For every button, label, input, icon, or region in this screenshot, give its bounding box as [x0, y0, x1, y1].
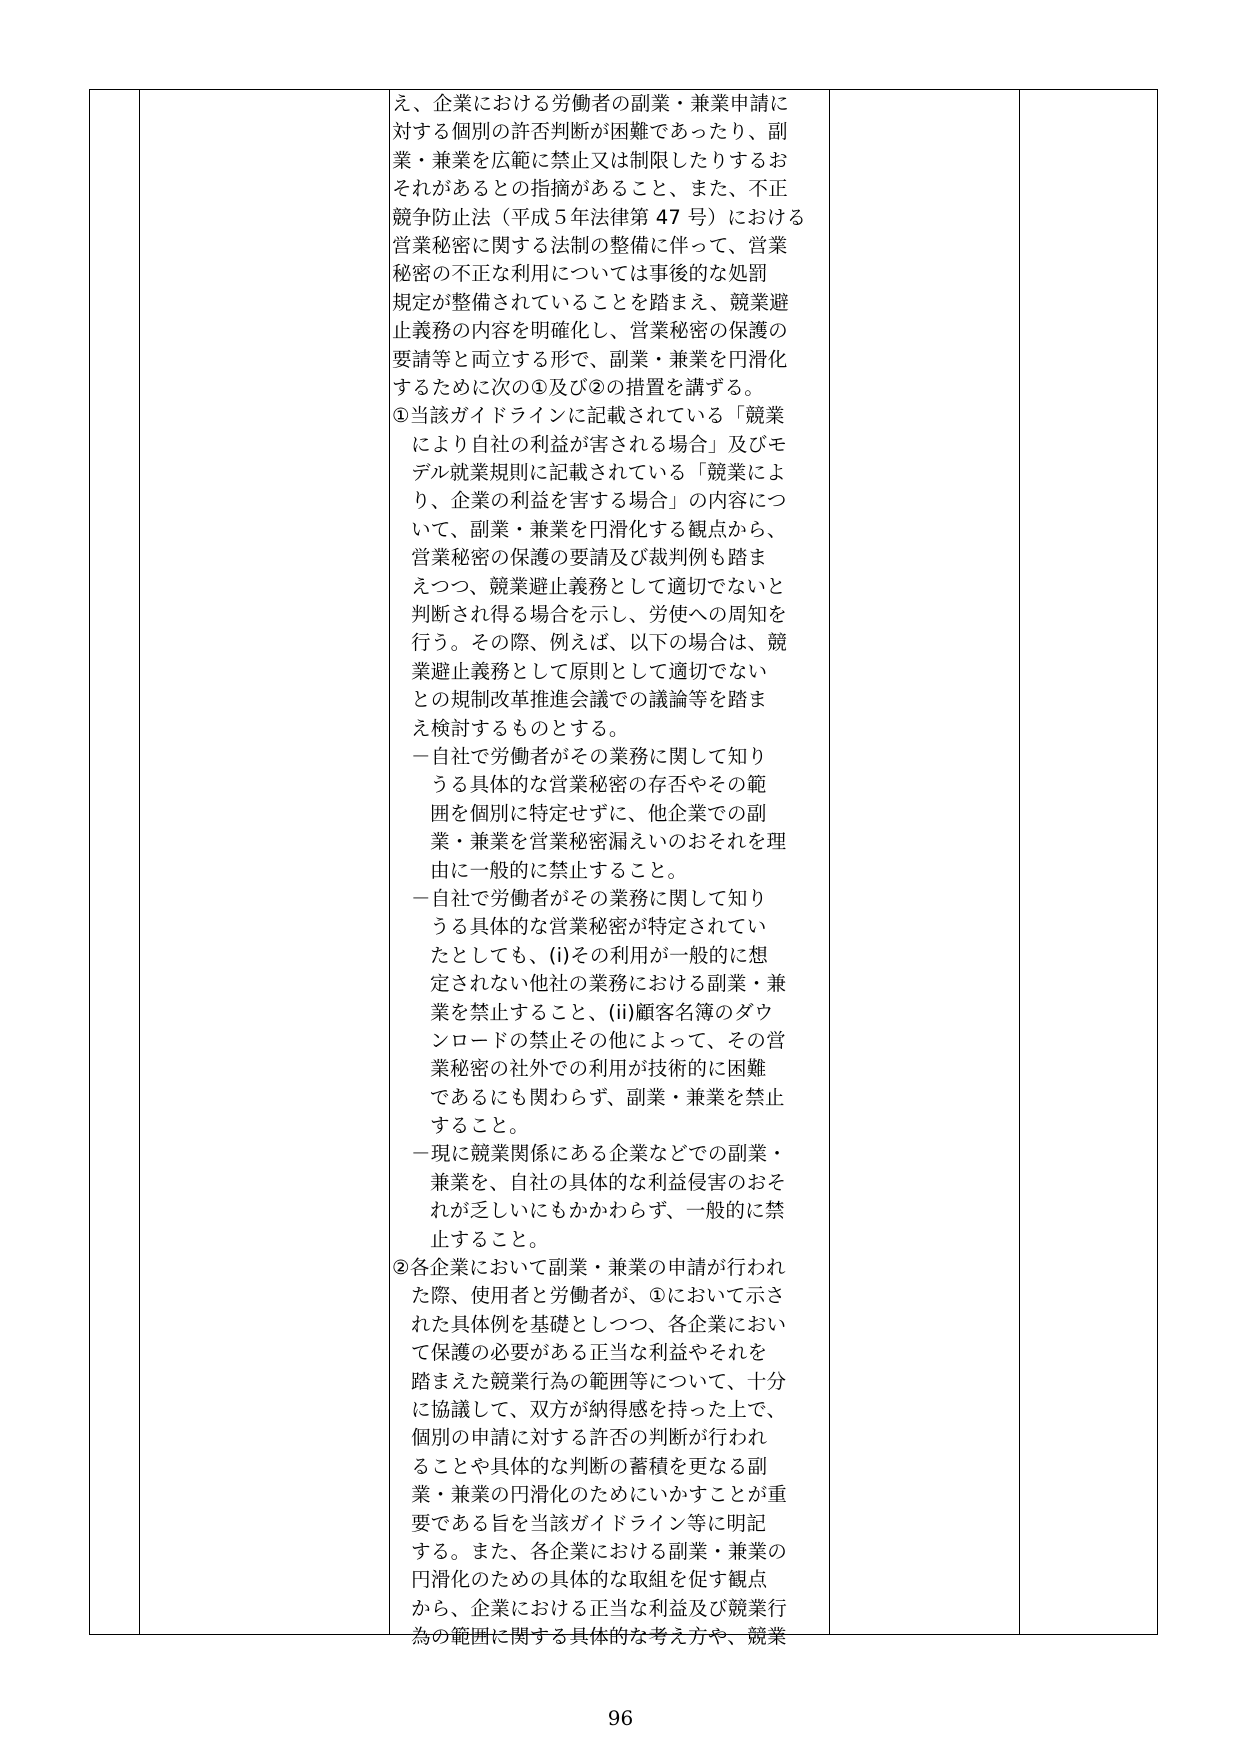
text-line: により自社の利益が害される場合」及びモ: [411, 432, 788, 456]
column-divider-3: [829, 90, 830, 1634]
text-line: 営業秘密の保護の要請及び裁判例も踏ま: [411, 546, 768, 570]
text-line: 止すること。: [430, 1227, 549, 1251]
text-line: 要請等と両立する形で、副業・兼業を円滑化: [392, 347, 788, 371]
text-line: 業を禁止すること、(ii)顧客名簿のダウ: [430, 1000, 774, 1024]
text-line: ①当該ガイドラインに記載されている「競業: [392, 404, 785, 428]
column-divider-1: [139, 90, 140, 1634]
text-line: 兼業を、自社の具体的な利益侵害のおそ: [430, 1170, 787, 1194]
text-line: 由に一般的に禁止すること。: [430, 858, 688, 882]
text-line: それがあるとの指摘があること、また、不正: [392, 177, 788, 201]
text-line: 踏まえた競業行為の範囲等について、十分: [411, 1369, 787, 1393]
text-line: えつつ、競業避止義務として適切でないと: [411, 574, 786, 598]
text-line: 業・兼業の円滑化のためにいかすことが重: [411, 1483, 788, 1507]
text-line: 囲を個別に特定せずに、他企業での副: [430, 801, 767, 825]
text-line: 要である旨を当該ガイドライン等に明記: [411, 1511, 767, 1535]
text-line: との規制改革推進会議での議論等を踏ま: [411, 688, 768, 712]
text-line: に協議して、双方が納得感を持った上で、: [411, 1397, 787, 1421]
text-line: 判断され得る場合を示し、労使への周知を: [411, 603, 788, 627]
text-line: うる具体的な営業秘密が特定されてい: [430, 915, 767, 939]
text-line: 業避止義務として原則として適切でない: [411, 659, 768, 683]
text-line: れが乏しいにもかかわらず、一般的に禁: [430, 1199, 785, 1223]
text-line: たとしても、(i)その利用が一般的に想: [430, 943, 769, 967]
text-line: 業・兼業を営業秘密漏えいのおそれを理: [430, 830, 787, 854]
text-line: うる具体的な営業秘密の存否やその範: [430, 773, 767, 797]
text-line: 行う。その際、例えば、以下の場合は、競: [411, 631, 788, 655]
text-line: 業秘密の社外での利用が技術的に困難: [430, 1057, 767, 1081]
text-line: －自社で労働者がその業務に関して知り: [411, 744, 768, 768]
text-line: であるにも関わらず、副業・兼業を禁止: [430, 1085, 785, 1109]
text-line: 秘密の不正な利用については事後的な処罰: [392, 262, 768, 286]
text-line: 止義務の内容を明確化し、営業秘密の保護の: [392, 319, 788, 343]
text-line: 対する個別の許否判断が困難であったり、副: [392, 120, 788, 144]
text-line: 規定が整備されていることを踏まえ、競業避: [392, 290, 790, 314]
text-line: －現に競業関係にある企業などでの副業・: [411, 1142, 788, 1166]
text-line: え検討するものとする。: [411, 716, 629, 740]
text-line: 競争防止法（平成５年法律第 47 号）における: [392, 205, 807, 229]
text-line: デル就業規則に記載されている「競業によ: [411, 461, 787, 485]
text-line: 為の範囲に関する具体的な考え方や、競業: [411, 1625, 787, 1649]
text-line: すること。: [430, 1114, 529, 1138]
page-number: 96: [607, 1706, 634, 1730]
text-line: いて、副業・兼業を円滑化する観点から、: [411, 517, 787, 541]
text-line: 業・兼業を広範に禁止又は制限したりするお: [392, 148, 788, 172]
column-divider-2: [389, 90, 390, 1634]
text-line: り、企業の利益を害する場合」の内容につ: [411, 489, 787, 513]
text-line: 定されない他社の業務における副業・兼: [430, 972, 787, 996]
text-line: 円滑化のための具体的な取組を促す観点: [411, 1568, 768, 1592]
text-line: する。また、各企業における副業・兼業の: [411, 1539, 788, 1563]
text-line: するために次の①及び②の措置を講ずる。: [392, 375, 765, 399]
text-line: ることや具体的な判断の蓄積を更なる副: [411, 1454, 768, 1478]
text-line: から、企業における正当な利益及び競業行: [411, 1596, 788, 1620]
measure-content-cell: [392, 90, 824, 1651]
text-line: ②各企業において副業・兼業の申請が行われ: [392, 1256, 786, 1280]
text-line: て保護の必要がある正当な利益やそれを: [411, 1341, 768, 1365]
text-line: －自社で労働者がその業務に関して知り: [411, 886, 768, 910]
text-line: 営業秘密に関する法制の整備に伴って、営業: [392, 233, 788, 257]
text-line: え、企業における労働者の副業・兼業申請に: [392, 92, 790, 115]
text-line: れた具体例を基礎としつつ、各企業におい: [411, 1312, 787, 1336]
text-line: た際、使用者と労働者が、①において示さ: [411, 1284, 786, 1308]
text-line: ンロードの禁止その他によって、その営: [430, 1028, 786, 1052]
column-divider-4: [1019, 90, 1020, 1634]
text-line: 個別の申請に対する許否の判断が行われ: [411, 1426, 768, 1450]
